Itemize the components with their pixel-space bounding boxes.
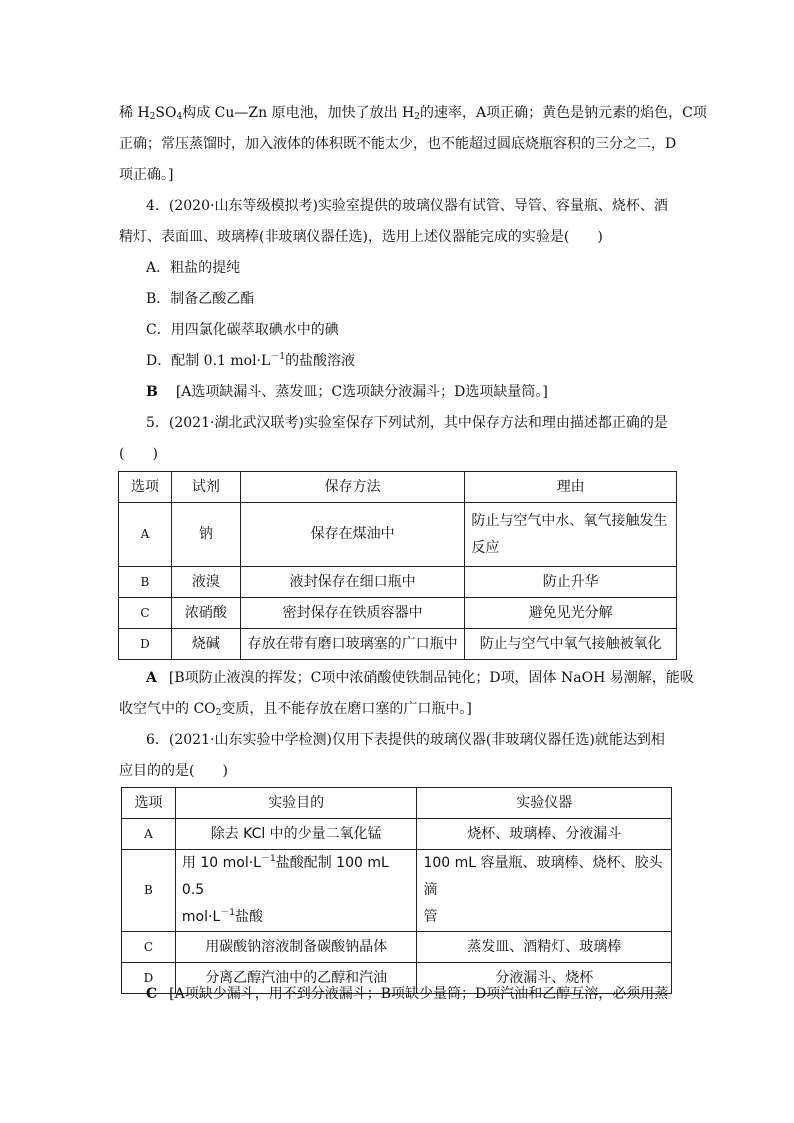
purpose-cell: 用碳酸钠溶液制备碳酸钠晶体 <box>175 932 417 963</box>
q6-stem-line-1: 6．(2021·山东实验中学检测)仅用下表提供的玻璃仪器(非玻璃仪器任选)就能达到相 <box>146 732 665 748</box>
q4-stem-line-1: 4．(2020·山东等级模拟考)实验室提供的玻璃仪器有试管、导管、容量瓶、烧杯、酒 <box>146 198 668 214</box>
table-header-row <box>122 788 672 819</box>
q6-stem-line-2: 应目的的是( ) <box>119 763 228 779</box>
apparatus-cell: 100 mL 容量瓶、玻璃棒、烧杯、胶头滴 管 <box>417 850 672 932</box>
option-cell: B <box>119 567 172 598</box>
option-cell: B <box>122 850 176 932</box>
method-cell: 保存在煤油中 <box>240 503 465 567</box>
option-cell: C <box>122 932 176 963</box>
reagent-cell: 烧碱 <box>171 629 240 660</box>
option-cell: D <box>119 629 172 660</box>
q4-option-b: B．制备乙酸乙酯 <box>146 291 255 307</box>
reason-cell: 防止升华 <box>465 567 677 598</box>
method-cell: 密封保存在铁质容器中 <box>240 598 465 629</box>
q4-stem-line-2: 精灯、表面皿、玻璃棒(非玻璃仪器任选)，选用上述仪器能完成的实验是( ) <box>119 229 603 245</box>
table-header-row <box>119 472 677 503</box>
reagent-cell: 浓硝酸 <box>171 598 240 629</box>
header-cell: 实验目的 <box>175 788 417 819</box>
header-cell: 试剂 <box>171 472 240 503</box>
q4-answer: B [A选项缺漏斗、蒸发皿；C选项缺分液漏斗；D选项缺量筒。] <box>146 384 548 400</box>
q6-table <box>121 787 672 994</box>
q5-answer-line-2: 收空气中的 $CO_2$变质，且不能存放在磨口塞的广口瓶中。] <box>119 701 472 718</box>
q5-table <box>118 471 677 660</box>
header-cell: 选项 <box>122 788 176 819</box>
table-row <box>122 850 672 932</box>
reagent-cell: 液溴 <box>171 567 240 598</box>
q4-option-d: D．配制 0.1 $mol\cdot L^{-1}$的盐酸溶液 <box>146 352 356 369</box>
q5-stem-line-2: ( ) <box>119 446 158 462</box>
reagent-cell: 钠 <box>171 503 240 567</box>
table-row <box>119 629 677 660</box>
option-cell: A <box>119 503 172 567</box>
q4-option-c: C．用四氯化碳萃取碘水中的碘 <box>146 322 339 338</box>
apparatus-cell: 烧杯、玻璃棒、分液漏斗 <box>417 819 672 850</box>
reason-cell: 避免见光分解 <box>465 598 677 629</box>
reason-cell: 防止与空气中水、氧气接触发生 反应 <box>465 503 677 567</box>
q5-answer-line-1: A [B项防止液溴的挥发；C项中浓硝酸使铁制品钝化；D项，固体 NaOH 易潮解，能吸 <box>146 670 694 686</box>
purpose-cell: 除去 KCl 中的少量二氧化锰 <box>175 819 417 850</box>
prev-answer-line-2: 正确；常压蒸馏时，加入液体的体积既不能太少，也不能超过圆底烧瓶容积的三分之二，D <box>119 136 677 152</box>
header-cell: 选项 <box>119 472 172 503</box>
table-row <box>119 503 677 567</box>
q4-option-a: A．粗盐的提纯 <box>146 260 241 276</box>
header-cell: 保存方法 <box>240 472 465 503</box>
table-row <box>122 819 672 850</box>
table-row <box>119 598 677 629</box>
table-row <box>119 567 677 598</box>
method-cell: 存放在带有磨口玻璃塞的广口瓶中 <box>240 629 465 660</box>
q6-answer: C [A项缺少漏斗，用不到分液漏斗；B项缺少量筒；D项汽油和乙醇互溶，必须用蒸 <box>146 986 669 1002</box>
purpose-cell: 分离乙醇汽油中的乙醇和汽油 <box>175 963 417 994</box>
header-cell: 实验仪器 <box>417 788 672 819</box>
prev-answer-line-3: 项正确。] <box>119 167 174 183</box>
option-cell: C <box>119 598 172 629</box>
table-row <box>122 932 672 963</box>
purpose-cell: 用 10 $mol\cdot L^{-1}$盐酸配制 100 mL 0.5 $mol\cdot L^{-1}$盐酸 <box>175 850 417 932</box>
q5-stem-line-1: 5．(2021·湖北武汉联考)实验室保存下列试剂，其中保存方法和理由描述都正确的是 <box>146 415 668 431</box>
reason-cell: 防止与空气中氧气接触被氧化 <box>465 629 677 660</box>
option-cell: D <box>122 963 176 994</box>
prev-answer-line-1: 稀 $H_2SO_4$构成 Cu—Zn 原电池，加快了放出 $H_2$的速率，A项正确；黄色是钠元素的焰色，C项 <box>119 105 707 122</box>
method-cell: 液封保存在细口瓶中 <box>240 567 465 598</box>
apparatus-cell: 分液漏斗、烧杯 <box>417 963 672 994</box>
apparatus-cell: 蒸发皿、酒精灯、玻璃棒 <box>417 932 672 963</box>
option-cell: A <box>122 819 176 850</box>
header-cell: 理由 <box>465 472 677 503</box>
